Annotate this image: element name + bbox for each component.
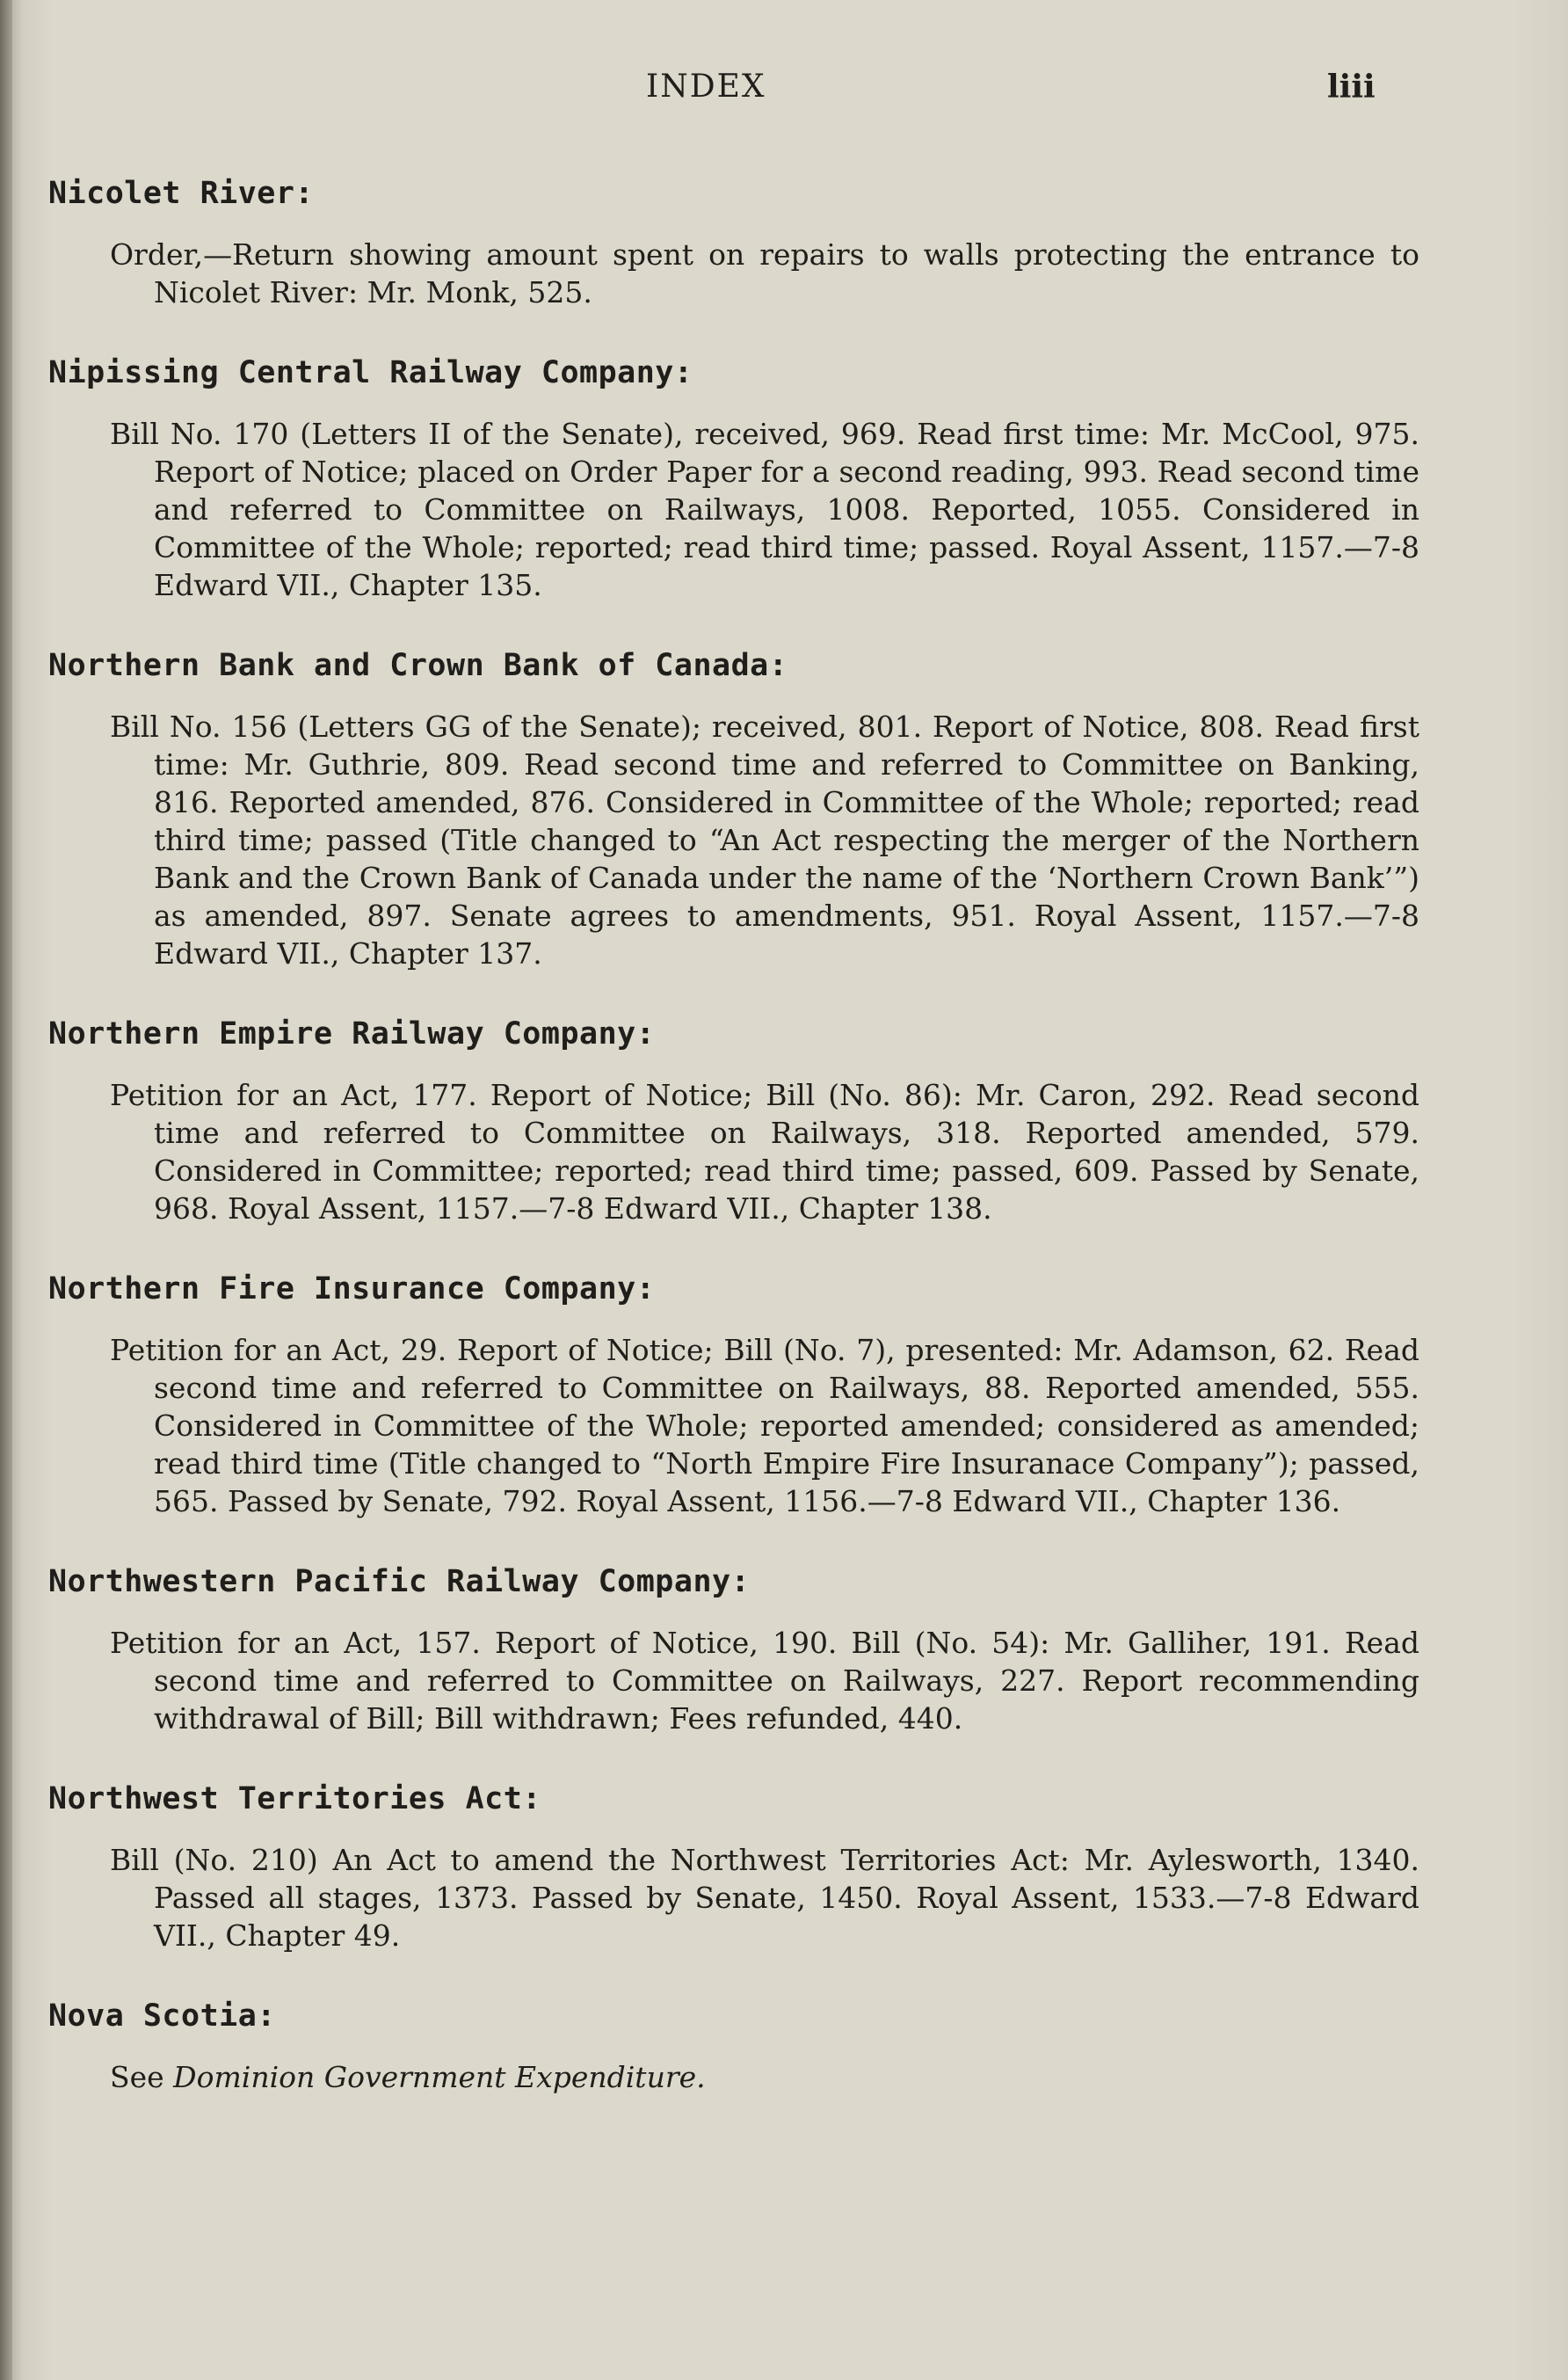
index-entry [48,355,1419,604]
index-entry [48,1998,1419,2096]
page-number: liii [1327,69,1376,106]
entry-text: Bill No. 156 (Letters GG of the Senate); received, 801. Report of Notice, 808. Read first time: Mr. Guthrie, 809. Read second time and referred to Committee on Banking, 816. Reported amended, 876. Considered in Committee of the Whole; reported; read third time; passed (Title changed to “An Act respecting the merger of the Northern Bank and the Crown Bank of Canada under the name of the ‘Northern Crown Bank’”) as amended, 897. Senate agrees to amendments, 951. Royal Assent, 1157.—7-8 Edward VII., Chapter 137. [110,710,1419,971]
entry-heading: Northern Fire Insurance Company: [48,1271,656,1306]
entry-heading: Northwestern Pacific Railway Company: [48,1564,751,1599]
index-entry [48,176,1419,311]
index-entry [48,648,1419,972]
page-header [0,69,1568,121]
see-reference: Dominion Government Expenditure. [173,2060,706,2094]
see-label: See [110,2060,164,2094]
entry-heading: Northern Bank and Crown Bank of Canada: [48,648,788,683]
index-entry [48,1271,1419,1520]
entry-text: Bill No. 170 (Letters II of the Senate), received, 969. Read first time: Mr. McCool, 975. Report of Notice; placed on Order Paper for a second reading, 993. Read second time and referred to Committee on Railways, 1008. Reported, 1055. Considered in Committee of the Whole; reported; read third time; passed. Royal Assent, 1157.—7-8 Edward VII., Chapter 135. [110,417,1419,602]
entry-heading: Nipissing Central Railway Company: [48,355,693,390]
entry-text: Order,—Return showing amount spent on repairs to walls protecting the entrance to Nicolet River: Mr. Monk, 525. [110,237,1419,309]
entry-heading: Northwest Territories Act: [48,1781,541,1816]
index-entry [48,1781,1419,1954]
entry-text: Petition for an Act, 157. Report of Notice, 190. Bill (No. 54): Mr. Galliher, 191. Read second time and referred to Committee on Railways, 227. Report recommending withdrawal of Bill; Bill withdrawn; Fees refunded, 440. [110,1626,1419,1736]
entry-text [110,2058,1419,2096]
index-entry [48,1016,1419,1227]
entry-text: Petition for an Act, 177. Report of Notice; Bill (No. 86): Mr. Caron, 292. Read second time and referred to Committee on Railways, 318. Reported amended, 579. Considered in Committee; reported; read third time; passed, 609. Passed by Senate, 968. Royal Assent, 1157.—7-8 Edward VII., Chapter 138. [110,1078,1419,1226]
index-content [48,176,1419,2140]
entry-heading: Nicolet River: [48,176,315,211]
entry-heading: Northern Empire Railway Company: [48,1016,656,1052]
book-binding-edge [0,0,12,2380]
page-title: INDEX [646,69,766,105]
entry-text: Bill (No. 210) An Act to amend the Northwest Territories Act: Mr. Aylesworth, 1340. Passed all stages, 1373. Passed by Senate, 1450. Royal Assent, 1533.—7-8 Edward VII., Chapter 49. [110,1843,1419,1953]
entry-text: Petition for an Act, 29. Report of Notice; Bill (No. 7), presented: Mr. Adamson, 62. Read second time and referred to Committee on Railways, 88. Reported amended, 555. Considered in Committee of the Whole; reported amended; considered as amended; read third time (Title changed to “North Empire Fire Insuranace Company”); passed, 565. Passed by Senate, 792. Royal Assent, 1156.—7-8 Edward VII., Chapter 136. [110,1333,1419,1518]
index-entry [48,1564,1419,1737]
entry-heading: Nova Scotia: [48,1998,276,2034]
